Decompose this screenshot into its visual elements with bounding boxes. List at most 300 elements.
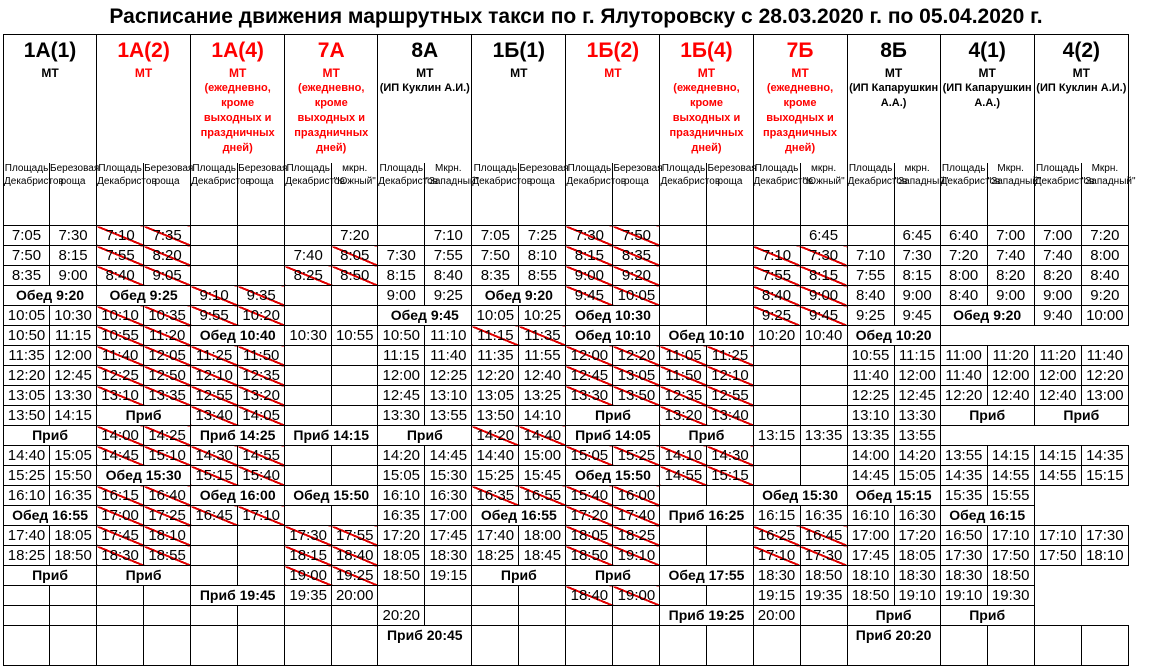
time-cell: 14:10 — [519, 406, 566, 426]
empty-cell — [753, 226, 800, 246]
cancelled-time-cell — [613, 366, 660, 386]
lunch-break-cell: Обед 10:30 — [566, 306, 660, 326]
time-cell: 15:55 — [987, 486, 1034, 506]
time-cell: 9:00 — [987, 286, 1034, 306]
time-cell: 18:30 — [425, 546, 472, 566]
cancelled-time: 15:15 — [195, 467, 233, 484]
cancelled-time-cell — [144, 386, 191, 406]
arrival-cell: Приб — [940, 606, 1034, 626]
schedule-row — [4, 566, 1129, 586]
schedule-row — [4, 286, 1129, 306]
time-cell: 12:00 — [894, 366, 940, 386]
cancelled-time: 10:35 — [148, 307, 186, 324]
cancelled-time: 18:15 — [289, 547, 327, 564]
cancelled-time-cell — [238, 506, 285, 526]
time-cell: 18:10 — [847, 566, 894, 586]
cancelled-time-cell — [285, 526, 332, 546]
cancelled-time-cell — [613, 266, 660, 286]
cancelled-time: 17:10 — [757, 547, 796, 564]
cancelled-time: 8:20 — [152, 247, 182, 264]
schedule-row — [4, 386, 1129, 406]
cancelled-time-cell — [566, 586, 613, 606]
empty-cell — [332, 506, 378, 526]
stop-name: Площадь Декабристов — [378, 163, 425, 226]
cancelled-time-cell — [97, 486, 144, 506]
time-cell: 14:35 — [940, 466, 987, 486]
time-cell: 8:00 — [1081, 246, 1128, 266]
route-header — [660, 35, 753, 164]
cancelled-time: 19:10 — [617, 547, 656, 564]
arrival-cell: Приб — [4, 566, 97, 586]
cancelled-time: 17:30 — [289, 527, 327, 544]
time-cell: 7:50 — [472, 246, 519, 266]
time-cell: 11:35 — [4, 346, 50, 366]
arrival-cell: Приб 19:25 — [660, 606, 753, 626]
route-operator: МТ — [510, 66, 528, 80]
lunch-break-cell: Обед 10:40 — [191, 326, 285, 346]
time-cell: 13:55 — [940, 446, 987, 466]
time-cell: 12:25 — [847, 386, 894, 406]
cancelled-time-cell — [707, 446, 753, 466]
route-note: (ежедневно, кроме выходных и праздничных дней) — [200, 82, 275, 154]
cancelled-time: 19:25 — [335, 567, 374, 584]
time-cell: 19:15 — [425, 566, 472, 586]
empty-cell — [613, 626, 660, 666]
time-cell: 13:00 — [1081, 386, 1128, 406]
route-note: (ежедневно, кроме выходных и праздничных дней) — [294, 82, 369, 154]
cancelled-time: 12:00 — [570, 347, 609, 364]
cancelled-time-cell — [144, 506, 191, 526]
cancelled-time: 16:35 — [476, 487, 515, 504]
page-title: Расписание движения маршрутных такси по г. Ялуторовску с 28.03.2020 г. по 05.04.2020 г. — [109, 5, 1043, 28]
time-cell: 10:05 — [472, 306, 519, 326]
cancelled-time: 7:55 — [105, 247, 135, 264]
cancelled-time: 9:45 — [808, 307, 839, 324]
time-cell: 10:30 — [285, 326, 332, 346]
time-cell: 6:45 — [894, 226, 940, 246]
lunch-break-cell: Обед 17:55 — [660, 566, 753, 586]
cancelled-time-cell — [613, 546, 660, 566]
time-cell: 9:45 — [894, 306, 940, 326]
time-cell: 16:35 — [378, 506, 425, 526]
time-cell: 8:35 — [4, 266, 50, 286]
schedule-row — [4, 506, 1129, 526]
route-header — [191, 35, 285, 164]
cancelled-time: 11:25 — [711, 347, 749, 364]
time-cell: 11:15 — [50, 326, 97, 346]
cancelled-time-cell — [660, 386, 707, 406]
cancelled-time: 11:50 — [665, 367, 702, 384]
empty-cell — [707, 226, 753, 246]
empty-cell — [191, 226, 238, 246]
time-cell: 19:35 — [800, 586, 847, 606]
arrival-cell: Приб 20:45 — [378, 626, 472, 666]
time-cell: 14:15 — [50, 406, 97, 426]
cancelled-time: 14:40 — [523, 427, 562, 444]
cancelled-time: 7:55 — [761, 267, 792, 284]
cancelled-time: 14:25 — [148, 427, 186, 444]
cancelled-time: 13:10 — [101, 387, 139, 404]
cancelled-time-cell — [285, 566, 332, 586]
empty-cell — [800, 466, 847, 486]
empty-cell — [285, 446, 332, 466]
cancelled-time: 17:30 — [804, 547, 843, 564]
cancelled-time-cell — [613, 346, 660, 366]
stop-name: Площадь Декабристов — [660, 163, 707, 226]
route-header — [4, 35, 97, 164]
empty-cell — [800, 406, 847, 426]
time-cell: 15:35 — [940, 486, 987, 506]
cancelled-time-cell — [191, 466, 238, 486]
time-cell: 7:20 — [1081, 226, 1128, 246]
route-name: 4(1) — [968, 39, 1006, 62]
time-cell: 13:25 — [519, 386, 566, 406]
empty-cell — [1034, 626, 1081, 666]
route-name: 1А(2) — [117, 39, 170, 62]
cancelled-time: 13:40 — [711, 407, 749, 424]
time-cell: 7:30 — [894, 246, 940, 266]
lunch-break-cell: Обед 10:20 — [847, 326, 940, 346]
time-cell: 17:40 — [4, 526, 50, 546]
cancelled-time: 12:25 — [101, 367, 139, 384]
route-operator: МТ — [134, 66, 153, 80]
cancelled-time: 12:35 — [664, 387, 703, 404]
time-cell: 12:00 — [50, 346, 97, 366]
time-cell: 11:40 — [940, 366, 987, 386]
lunch-break-cell: Обед 9:20 — [472, 286, 566, 306]
cancelled-time-cell — [97, 246, 144, 266]
time-cell: 7:30 — [378, 246, 425, 266]
route-header — [753, 35, 847, 164]
empty-cell — [472, 606, 519, 626]
time-cell: 11:15 — [894, 346, 940, 366]
cancelled-time-cell — [613, 446, 660, 466]
time-cell: 17:10 — [1034, 526, 1081, 546]
cancelled-time: 14:55 — [664, 467, 703, 484]
time-cell: 12:00 — [1034, 366, 1081, 386]
time-cell: 11:15 — [378, 346, 425, 366]
route-name: 7Б — [786, 39, 814, 62]
cancelled-time: 9:20 — [621, 267, 652, 284]
time-cell: 12:20 — [940, 386, 987, 406]
time-cell: 10:50 — [4, 326, 50, 346]
cancelled-time-cell — [800, 526, 847, 546]
cancelled-time: 11:50 — [242, 347, 280, 364]
empty-cell — [660, 546, 707, 566]
arrival-cell: Приб — [847, 606, 940, 626]
empty-cell — [238, 606, 285, 626]
cancelled-time-cell — [238, 446, 285, 466]
cancelled-time: 12:10 — [195, 367, 233, 384]
schedule-row — [4, 586, 1129, 606]
cancelled-time-cell — [613, 286, 660, 306]
empty-cell — [285, 346, 332, 366]
time-cell: 13:50 — [4, 406, 50, 426]
time-cell: 13:05 — [472, 386, 519, 406]
cancelled-time-cell — [800, 266, 847, 286]
route-operator: МТ — [978, 66, 996, 80]
time-cell: 15:15 — [1081, 466, 1128, 486]
time-cell: 13:55 — [894, 426, 940, 446]
route-name: 1А(1) — [23, 39, 77, 62]
empty-cell — [753, 446, 800, 466]
cancelled-time-cell — [97, 426, 144, 446]
empty-cell — [660, 526, 707, 546]
cancelled-time-cell — [566, 366, 613, 386]
empty-cell — [285, 466, 332, 486]
cancelled-time-cell — [566, 486, 613, 506]
empty-cell — [285, 386, 332, 406]
time-cell: 15:45 — [519, 466, 566, 486]
cancelled-time-cell — [332, 566, 378, 586]
cancelled-time: 11:20 — [148, 327, 186, 344]
cancelled-time: 17:10 — [242, 507, 280, 524]
cancelled-time-cell — [97, 306, 144, 326]
cancelled-time: 8:40 — [105, 267, 135, 284]
cancelled-time: 14:00 — [101, 427, 139, 444]
cancelled-time-cell — [144, 426, 191, 446]
cancelled-time: 18:55 — [148, 547, 186, 564]
cancelled-time-cell — [191, 346, 238, 366]
cancelled-time-cell — [472, 486, 519, 506]
cancelled-time: 16:40 — [148, 487, 186, 504]
empty-cell — [97, 606, 144, 626]
time-cell: 15:05 — [894, 466, 940, 486]
time-cell: 18:00 — [519, 526, 566, 546]
cancelled-time-cell — [660, 366, 707, 386]
empty-cell — [285, 286, 332, 306]
cancelled-time-cell — [97, 446, 144, 466]
time-cell: 14:15 — [1034, 446, 1081, 466]
time-cell: 14:40 — [4, 446, 50, 466]
cancelled-time: 13:20 — [664, 407, 703, 424]
time-cell: 8:20 — [987, 266, 1034, 286]
empty-cell — [238, 546, 285, 566]
cancelled-time: 16:15 — [101, 487, 139, 504]
cancelled-time: 14:45 — [101, 447, 139, 464]
time-cell: 14:45 — [847, 466, 894, 486]
route-header — [97, 35, 191, 164]
time-cell: 17:40 — [472, 526, 519, 546]
time-cell: 14:20 — [894, 446, 940, 466]
cancelled-time-cell — [707, 466, 753, 486]
lunch-break-cell: Обед 16:15 — [940, 506, 1034, 526]
cancelled-time: 16:55 — [523, 487, 562, 504]
route-operator: МТ — [884, 66, 903, 80]
empty-cell — [332, 466, 378, 486]
cancelled-time-cell — [238, 306, 285, 326]
empty-cell — [1081, 626, 1128, 666]
cancelled-time: 10:10 — [101, 307, 139, 324]
arrival-cell: Приб — [97, 566, 191, 586]
empty-cell — [940, 626, 987, 666]
empty-cell — [50, 606, 97, 626]
cancelled-time-cell — [144, 526, 191, 546]
empty-cell — [285, 626, 332, 666]
empty-cell — [800, 346, 847, 366]
time-cell: 12:45 — [894, 386, 940, 406]
arrival-cell: Приб 14:05 — [566, 426, 660, 446]
cancelled-time: 13:20 — [242, 387, 280, 404]
cancelled-time-cell — [566, 506, 613, 526]
time-cell: 13:30 — [378, 406, 425, 426]
time-cell: 18:30 — [753, 566, 800, 586]
cancelled-time: 9:00 — [574, 267, 604, 284]
empty-cell — [191, 626, 238, 666]
time-cell: 17:30 — [1081, 526, 1128, 546]
time-cell: 18:50 — [987, 566, 1034, 586]
time-cell: 13:30 — [50, 386, 97, 406]
lunch-break-cell: Обед 15:30 — [753, 486, 847, 506]
time-cell: 15:05 — [378, 466, 425, 486]
time-cell: 7:00 — [1034, 226, 1081, 246]
stop-name: Мкрн. "Западный" — [1081, 163, 1128, 226]
route-header — [847, 35, 940, 164]
cancelled-time-cell — [613, 586, 660, 606]
schedule-row — [4, 346, 1129, 366]
cancelled-time-cell — [707, 406, 753, 426]
route-note: (ежедневно, кроме выходных и праздничных дней) — [669, 82, 744, 154]
empty-cell — [707, 266, 753, 286]
cancelled-time: 14:55 — [242, 447, 280, 464]
cancelled-time-cell — [660, 466, 707, 486]
time-cell: 10:55 — [847, 346, 894, 366]
cancelled-time-cell — [566, 346, 613, 366]
schedule-row — [4, 526, 1129, 546]
cancelled-time-cell — [753, 246, 800, 266]
lunch-break-cell: Обед 9:45 — [378, 306, 472, 326]
cancelled-time: 16:25 — [757, 527, 796, 544]
cancelled-time-cell — [144, 366, 191, 386]
stop-name: мкрн. "Западный" — [894, 163, 940, 226]
time-cell: 7:55 — [847, 266, 894, 286]
time-cell: 7:10 — [847, 246, 894, 266]
lunch-break-cell: Обед 9:20 — [4, 286, 97, 306]
empty-cell — [97, 586, 144, 606]
time-cell: 11:35 — [472, 346, 519, 366]
cancelled-time-cell — [613, 246, 660, 266]
cancelled-time-cell — [800, 546, 847, 566]
route-name: 1Б(2) — [586, 39, 640, 62]
time-cell: 15:25 — [4, 466, 50, 486]
cancelled-time-cell — [97, 326, 144, 346]
cancelled-time-cell — [332, 526, 378, 546]
cancelled-time-cell — [753, 546, 800, 566]
cancelled-time: 12:10 — [711, 367, 749, 384]
time-cell: 8:40 — [940, 286, 987, 306]
cancelled-time: 10:55 — [101, 327, 139, 344]
cancelled-time-cell — [613, 486, 660, 506]
route-header — [940, 35, 1034, 164]
empty-cell — [4, 626, 50, 666]
cancelled-time-cell — [800, 306, 847, 326]
arrival-cell: Приб 14:15 — [285, 426, 378, 446]
empty-cell — [987, 626, 1034, 666]
cancelled-time: 12:55 — [711, 387, 749, 404]
time-cell: 17:00 — [425, 506, 472, 526]
cancelled-time: 7:10 — [761, 247, 792, 264]
route-header — [566, 35, 660, 164]
cancelled-time: 9:00 — [808, 287, 839, 304]
cancelled-time: 10:05 — [617, 287, 656, 304]
time-cell: 18:05 — [50, 526, 97, 546]
time-cell: 18:50 — [800, 566, 847, 586]
empty-cell — [50, 626, 97, 666]
cancelled-time-cell — [332, 246, 378, 266]
empty-cell — [238, 246, 285, 266]
arrival-cell: Приб — [472, 566, 566, 586]
time-cell: 19:15 — [753, 586, 800, 606]
arrival-cell: Приб — [566, 566, 660, 586]
time-cell: 7:55 — [425, 246, 472, 266]
cancelled-time: 17:55 — [335, 527, 374, 544]
stop-name: Мкрн. "Западный" — [987, 163, 1034, 226]
time-cell: 20:00 — [332, 586, 378, 606]
cancelled-time: 18:10 — [148, 527, 186, 544]
cancelled-time: 18:30 — [101, 547, 139, 564]
empty-cell — [707, 626, 753, 666]
time-cell: 12:45 — [50, 366, 97, 386]
time-cell: 10:20 — [753, 326, 800, 346]
cancelled-time-cell — [660, 446, 707, 466]
time-cell: 11:20 — [987, 346, 1034, 366]
cancelled-time-cell — [613, 526, 660, 546]
stop-name: Площадь Декабристов — [566, 163, 613, 226]
empty-cell — [332, 446, 378, 466]
cancelled-time-cell — [800, 286, 847, 306]
time-cell: 13:10 — [847, 406, 894, 426]
empty-cell — [238, 266, 285, 286]
schedule-row — [4, 546, 1129, 566]
time-cell: 12:25 — [425, 366, 472, 386]
schedule-row — [4, 326, 1129, 346]
cancelled-time-cell — [97, 266, 144, 286]
time-cell: 18:25 — [4, 546, 50, 566]
empty-cell — [191, 266, 238, 286]
cancelled-time: 13:35 — [148, 387, 186, 404]
route-name: 8А — [411, 39, 439, 62]
schedule-row — [4, 266, 1129, 286]
time-cell: 12:40 — [519, 366, 566, 386]
empty-cell — [378, 586, 425, 606]
cancelled-time-cell — [566, 446, 613, 466]
time-cell: 16:10 — [4, 486, 50, 506]
cancelled-time-cell — [191, 406, 238, 426]
time-cell: 14:40 — [472, 446, 519, 466]
cancelled-time-cell — [144, 346, 191, 366]
cancelled-time: 18:25 — [617, 527, 656, 544]
arrival-cell: Приб 16:25 — [660, 506, 753, 526]
cancelled-time: 8:50 — [340, 267, 370, 284]
time-cell: 7:40 — [1034, 246, 1081, 266]
stop-name: Площадь Декабристов — [97, 163, 144, 226]
time-cell: 17:45 — [847, 546, 894, 566]
stop-name: Площадь Декабристов — [285, 163, 332, 226]
cancelled-time-cell — [332, 266, 378, 286]
cancelled-time: 18:05 — [570, 527, 609, 544]
empty-cell — [800, 446, 847, 466]
cancelled-time-cell — [144, 246, 191, 266]
empty-cell — [238, 566, 285, 586]
empty-cell — [285, 406, 332, 426]
stop-name: Площадь Декабристов — [4, 163, 50, 226]
cancelled-time: 7:30 — [808, 247, 839, 264]
route-operator: МТ — [1072, 66, 1090, 80]
time-cell: 17:50 — [987, 546, 1034, 566]
lunch-break-cell: Обед 15:50 — [285, 486, 378, 506]
time-cell: 17:50 — [1034, 546, 1081, 566]
time-cell: 17:10 — [987, 526, 1034, 546]
